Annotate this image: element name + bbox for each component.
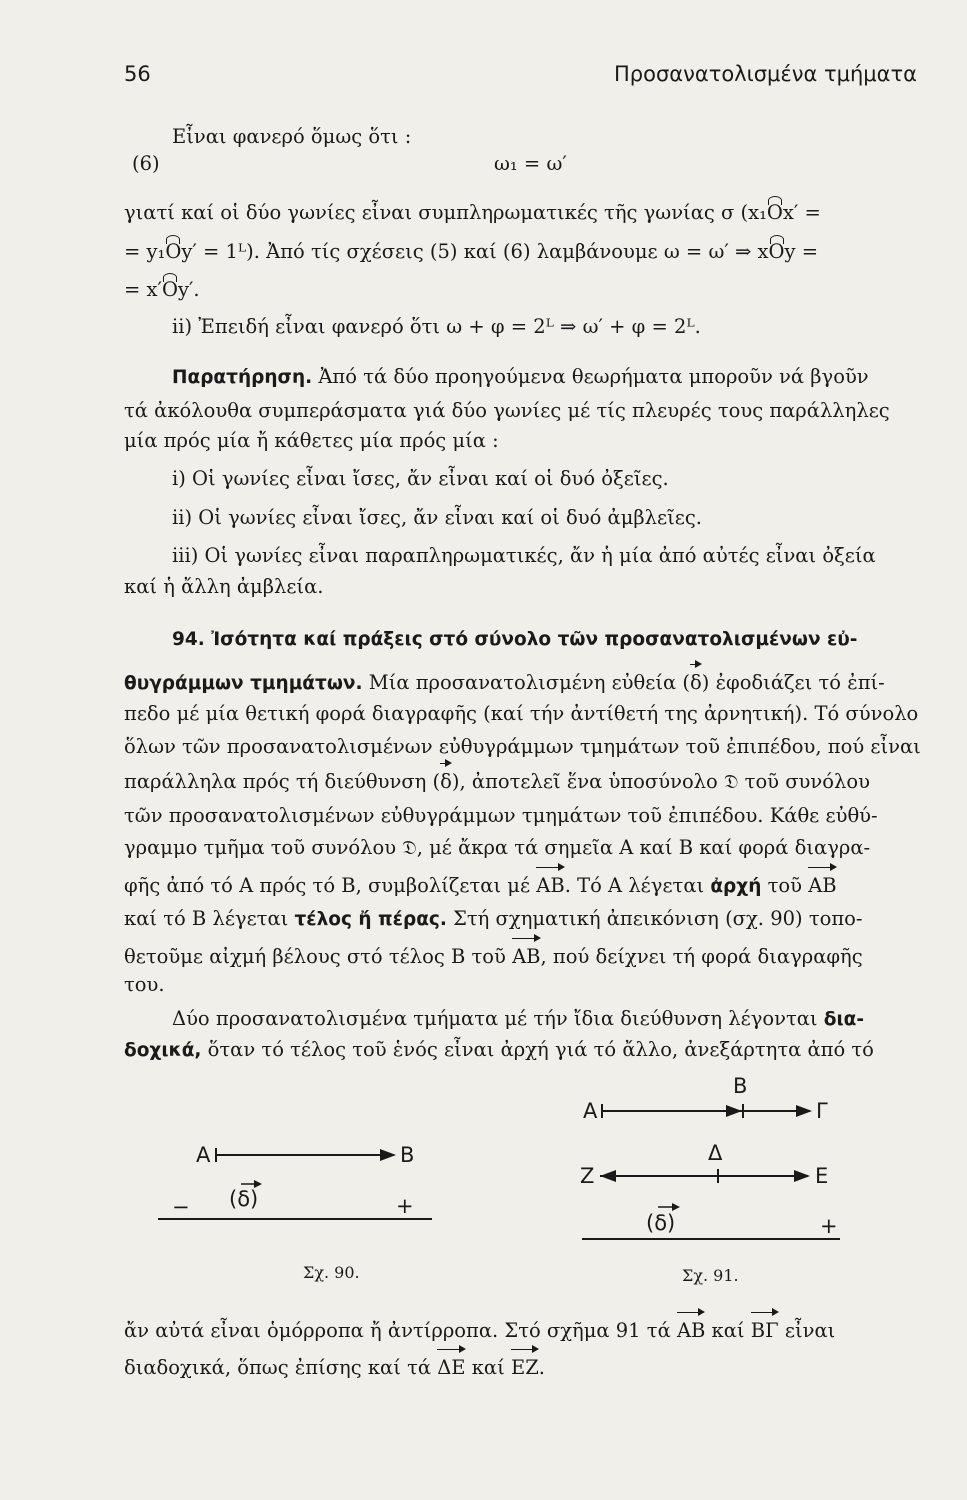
text-line: Δύο προσανατολισμένα τμήματα μέ τήν ἴδια διεύθυνση λέγονται δια- [172,1007,865,1030]
running-title: Προσανατολισμένα τμήματα [614,62,917,86]
text-line: καί τό B λέγεται τέλος ἤ πέρας. Στή σχηματική ἀπεικόνιση (σχ. 90) τοπο- [124,907,863,930]
equation: ω₁ = ω′ [494,152,567,175]
text-line: Εἶναι φανερό ὅμως ὅτι : [172,125,412,148]
caption-fig-91: Σχ. 91. [682,1266,739,1285]
text-line: τά ἀκόλουθα συμπεράσματα γιά δύο γωνίες μέ τίς πλευρές τους παράλληλες [124,399,890,422]
text-line: δοχικά, ὅταν τό τέλος τοῦ ἑνός εἶναι ἀρχή γιά τό ἄλλο, ἀνεξάρτητα ἀπό τό [124,1038,874,1061]
text-line: γραμμο τμῆμα τοῦ συνόλου 𝔇, μέ ἄκρα τά σημεῖα A καί B καί φορά διαγρα- [124,836,871,859]
list-item: i) Οἱ γωνίες εἶναι ἴσες, ἄν εἶναι καί οἱ δυό ὀξεῖες. [172,467,669,490]
arrowhead-E [794,1170,810,1182]
text-line: θετοῦμε αἰχμή βέλους στό τέλος B τοῦ AB, πού δείχνει τή φορά διαγραφῆς [124,945,863,968]
arrowhead-Z [600,1170,616,1182]
text-line: γιατί καί οἱ δύο γωνίες εἶναι συμπληρωματικές τῆς γωνίας σ (x₁Ox′ = [124,201,821,224]
text-line: μία πρός μία ἤ κάθετες μία πρός μία : [124,429,499,452]
text-line: φῆς ἀπό τό A πρός τό B, συμβολίζεται μέ AB. Τό A λέγεται ἀρχή τοῦ AB [124,874,837,897]
text-line: του. [124,973,165,996]
text-line: καί ἡ ἄλλη ἀμβλεία. [124,575,324,598]
label-D: Δ [708,1141,723,1165]
arrowhead-G [796,1105,812,1117]
text-line: ii) Ἐπειδή εἶναι φανερό ὅτι ω + φ = 2ᴸ ⇒ ω′ + φ = 2ᴸ. [172,315,701,338]
caption-fig-90: Σχ. 90. [303,1263,360,1282]
text-line: τῶν προσανατολισμένων εὐθυγράμμων τμημάτων τοῦ ἐπιπέδου. Κάθε εὐθύ- [124,804,878,827]
text-line: ὅλων τῶν προσανατολισμένων εὐθυγράμμων τμημάτων τοῦ ἐπιπέδου, πού εἶναι [124,735,921,758]
page-number: 56 [124,62,151,86]
arrowhead-B [380,1149,396,1161]
figure-90 [158,1143,432,1282]
list-item: iii) Οἱ γωνίες εἶναι παραπληρωματικές, ἄν ἡ μία ἀπό αὐτές εἶναι ὀξεία [172,544,876,567]
label-plus: + [820,1214,838,1238]
remark-title: Παρατήρηση. [172,367,313,388]
label-Z: Z [580,1164,595,1188]
text-line: ἄν αὐτά εἶναι ὁμόρροπα ἤ ἀντίρροπα. Στό σχῆμα 91 τά AB καί BΓ εἶναι [124,1319,836,1342]
label-A: A [583,1099,598,1123]
label-minus: − [172,1195,190,1219]
label-plus: + [396,1194,414,1218]
text-line: παράλληλα πρός τή διεύθυνση (δ), ἀποτελεῖ ἕνα ὑποσύνολο 𝔇 τοῦ συνόλου [124,770,870,793]
text-line: διαδοχικά, ὅπως ἐπίσης καί τά ΔE καί EZ. [124,1356,545,1379]
arrowhead-B [726,1105,742,1117]
delta-vector-head [672,1203,680,1211]
text-line: πεδο μέ μία θετική φορά διαγραφῆς (καί τήν ἀντίθετή της ἀρνητική). Τό σύνολο [124,702,919,725]
label-delta: (δ) [646,1211,676,1235]
text-line: = x′Oy′. [124,278,200,301]
section-heading: 94. Ἰσότητα καί πράξεις στό σύνολο τῶν προσανατολισμένων εὐ- [172,629,858,650]
label-E: E [815,1164,829,1188]
list-item: ii) Οἱ γωνίες εἶναι ἴσες, ἄν εἶναι καί οἱ δυό ἀμβλεῖες. [172,506,702,529]
label-B: B [400,1143,415,1167]
label-G: Γ [816,1099,828,1123]
label-A: A [196,1143,211,1167]
remark-line: Παρατήρηση. Ἀπό τά δύο προηγούμενα θεωρήματα μποροῦν νά βγοῦν [172,365,869,388]
label-B: B [733,1074,748,1098]
figure-91 [580,1074,840,1285]
equation-label: (6) [132,152,160,175]
text-line: = y₁Oy′ = 1ᴸ). Ἀπό τίς σχέσεις (5) καί (6) λαμβάνουμε ω = ω′ ⇒ xOy = [124,240,819,263]
text-line: θυγράμμων τμημάτων. Μία προσανατολισμένη εὐθεία (δ) ἐφοδιάζει τό ἐπί- [124,671,885,694]
label-delta: (δ) [229,1187,259,1211]
